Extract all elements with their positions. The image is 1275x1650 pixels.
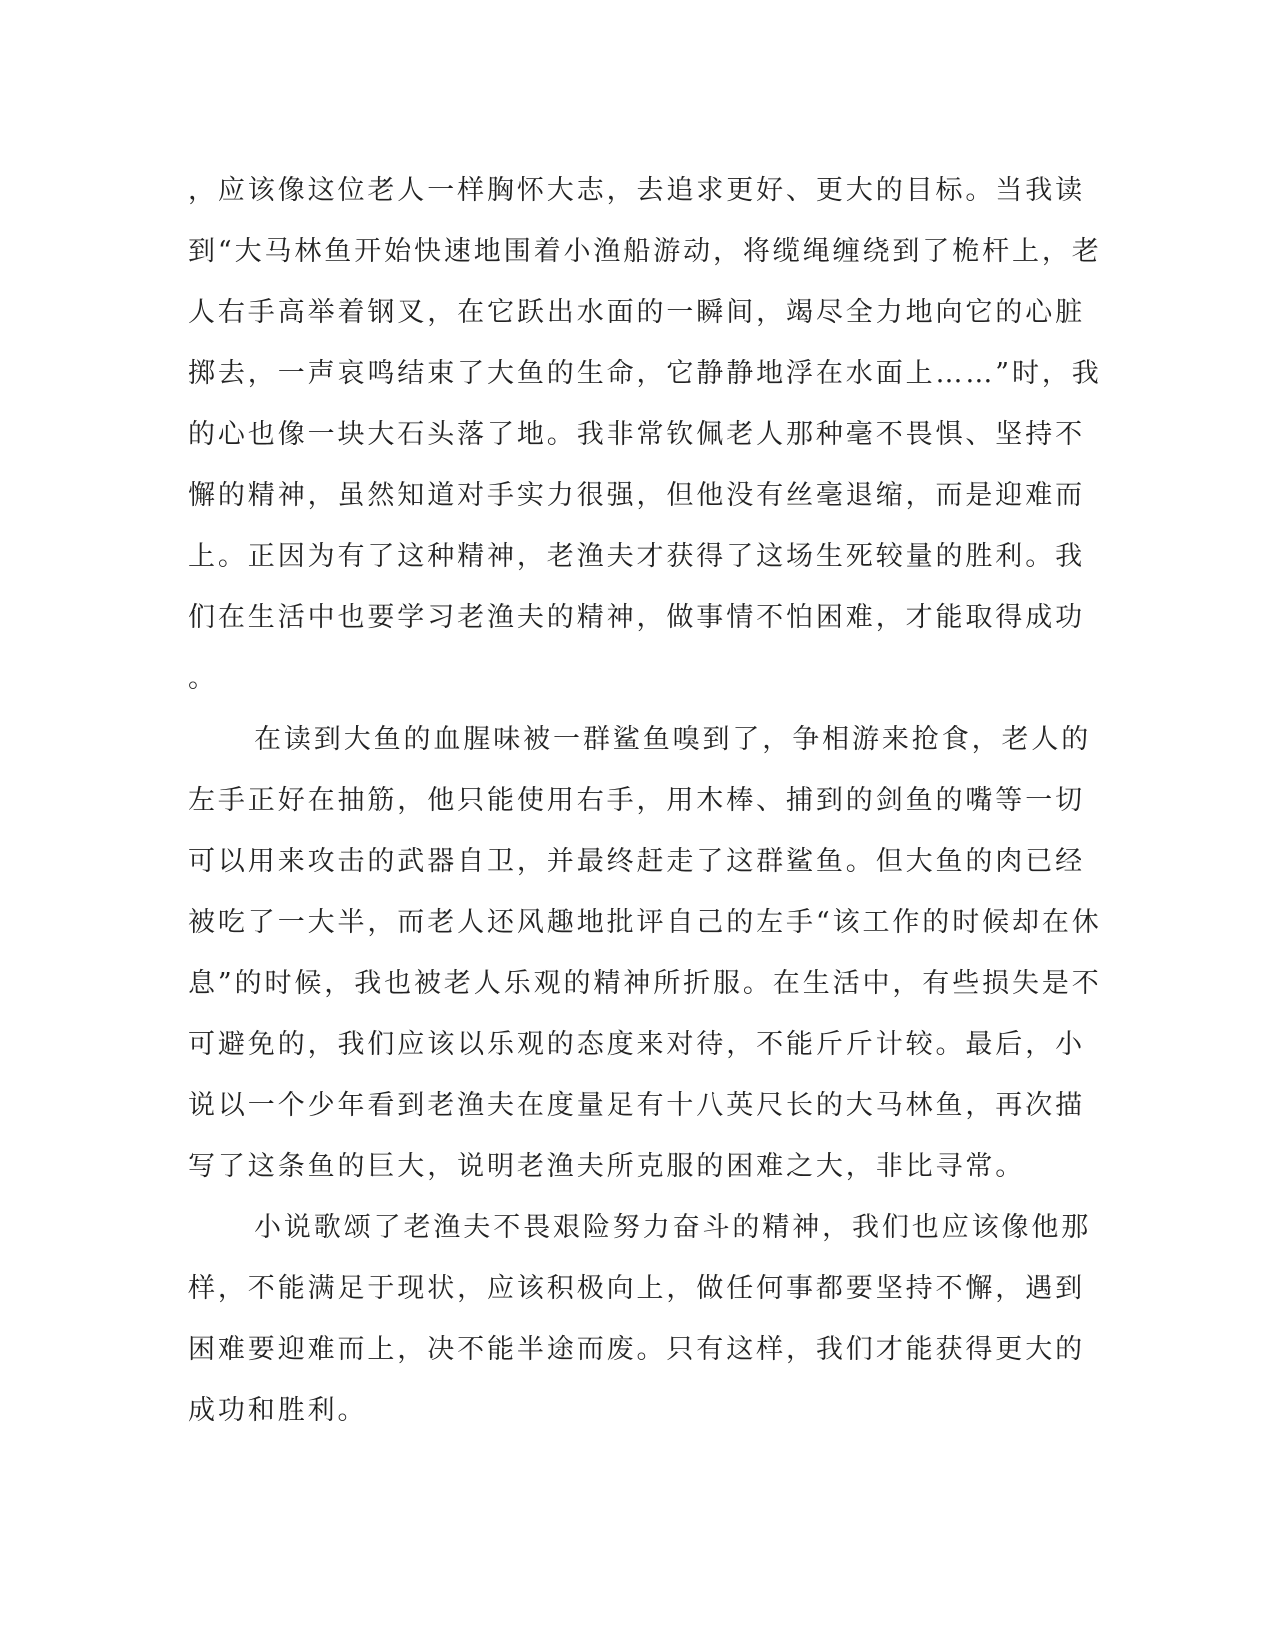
text-line: ，应该像这位老人一样胸怀大志，去追求更好、更大的目标。当我读: [188, 175, 1085, 206]
text-line: 们在生活中也要学习老渔夫的精神，做事情不怕困难，才能取得成功: [188, 602, 1085, 633]
text-line: 被吃了一大半，而老人还风趣地批评自己的左手“该工作的时候却在休: [188, 907, 1102, 938]
paragraph-2: [188, 709, 1102, 1197]
paragraph-1: [188, 160, 1102, 709]
text-line: 可以用来攻击的武器自卫，并最终赶走了这群鲨鱼。但大鱼的肉已经: [188, 846, 1085, 877]
paragraph-3: [188, 1197, 1092, 1441]
text-line: 左手正好在抽筋，他只能使用右手，用木棒、捕到的剑鱼的嘴等一切: [188, 785, 1085, 816]
text-line: 小说歌颂了老渔夫不畏艰险努力奋斗的精神，我们也应该像他那: [254, 1212, 1092, 1243]
text-line: 的心也像一块大石头落了地。我非常钦佩老人那种毫不畏惧、坚持不: [188, 419, 1085, 450]
text-line: 在读到大鱼的血腥味被一群鲨鱼嗅到了，争相游来抢食，老人的: [254, 724, 1092, 755]
text-line: 写了这条鱼的巨大，说明老渔夫所克服的困难之大，非比寻常。: [188, 1151, 1026, 1182]
text-line: 困难要迎难而上，决不能半途而废。只有这样，我们才能获得更大的: [188, 1334, 1085, 1365]
text-line: 息”的时候，我也被老人乐观的精神所折服。在生活中，有些损失是不: [188, 968, 1102, 999]
text-line: 懈的精神，虽然知道对手实力很强，但他没有丝毫退缩，而是迎难而: [188, 480, 1085, 511]
text-line: 可避免的，我们应该以乐观的态度来对待，不能斤斤计较。最后，小: [188, 1029, 1085, 1060]
text-line: 样，不能满足于现状，应该积极向上，做任何事都要坚持不懈，遇到: [188, 1273, 1085, 1304]
text-line: 人右手高举着钢叉，在它跃出水面的一瞬间，竭尽全力地向它的心脏: [188, 297, 1085, 328]
text-line: 。: [188, 663, 218, 694]
text-line: 说以一个少年看到老渔夫在度量足有十八英尺长的大马林鱼，再次描: [188, 1090, 1085, 1121]
text-line: 到“大马林鱼开始快速地围着小渔船游动，将缆绳缠绕到了桅杆上，老: [188, 236, 1102, 267]
text-line: 成功和胜利。: [188, 1395, 368, 1426]
text-line: 掷去，一声哀鸣结束了大鱼的生命，它静静地浮在水面上……”时，我: [188, 358, 1102, 389]
text-line: 上。正因为有了这种精神，老渔夫才获得了这场生死较量的胜利。我: [188, 541, 1085, 572]
document-body: [188, 160, 1102, 1441]
